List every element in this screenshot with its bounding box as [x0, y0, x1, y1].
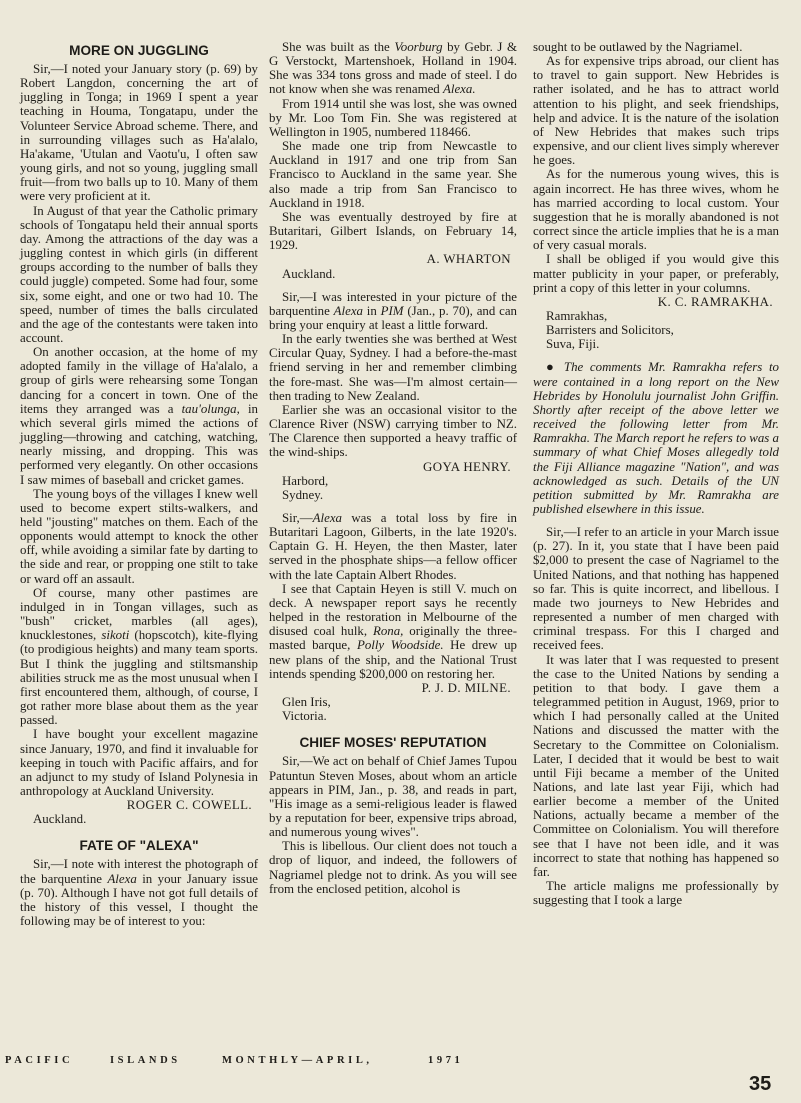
juggling-paragraph: Of course, many other pastimes are indulged in in Tongan villages, such as "bush" cricket, marbles (all ages), knucklestones, sikoti (hopscotch), kite-flying (to prodigious heights) and many team sports. But I think the juggling and stiltsmanship abilities struck me as the most unusual when I first encountered them, although, of course, I got rather more blase about them as the year passed.	[20, 585, 258, 728]
signature-place: Barristers and Solicitors,	[546, 323, 674, 338]
juggling-paragraph: In August of that year the Catholic primary schools of Tongatapu held their annual sports day. Among the attractions of the day was a juggling contest in which girls (in different groups according to the number of balls they could juggle) competed. Some had four, some six, some eight, and one or two had 10. The speed, number of times the balls circulated and the age of the contestants were taken into account.	[20, 203, 258, 345]
page-footer	[0, 1055, 801, 1075]
second-letter-paragraph: The article maligns me professionally by suggesting that I took a large	[533, 879, 779, 908]
alexa-paragraph: I see that Captain Heyen is still V. much on deck. A newspaper report says he recently helped in the restoration in Melbourne of the disused coal hulk, Rona, originally the three-masted barque, Polly Woodside. He drew up new plans of the ship, and the National Trust intends spending $200,000 on restoring her.	[269, 581, 518, 681]
signature-place: Sydney.	[282, 487, 324, 502]
juggling-paragraph: The young boys of the villages I knew well used to become expert stilts-walkers, and held "jousting" matches on them. Each of the opponents would attempt to knock the other off, while avoiding a similar fate by darting to the side and rear, or propping one stilt to take or ward off an assault.	[20, 486, 258, 586]
juggling-paragraph: On another occasion, at the home of my adopted family in the village of Ha'alalo, a group of girls were rehearsing some Tongan dancing for a concert in town. One of the items they arranged was a tau'olunga, in which several girls mimed the actions of juggling—throwing and catching, watching, nearly missing, and dropping. This was performed very elegantly. On other occasions I saw mimes of baseball and cricket games.	[20, 345, 259, 487]
column-3	[533, 40, 779, 907]
page-number: 35	[749, 1073, 772, 1095]
signature-place: Auckland.	[282, 266, 336, 281]
footer-publication: ISLANDS	[110, 1055, 181, 1066]
moses-paragraph: As for the numerous young wives, this is again incorrect. He has three wives, whom he has married according to local custom. Your suggestion that he is morally abandoned is not correct since the article implies that he is a man of very casual morals.	[533, 167, 779, 253]
moses-heading: CHIEF MOSES' REPUTATION	[299, 735, 487, 751]
alexa-paragraph: She made one trip from Newcastle to Auckland in 1917 and one trip from San Francisco to Auckland in the same year. She also made a trip from San Francisco to Auckland in 1918.	[269, 139, 517, 210]
footer-year: 1971	[428, 1055, 464, 1066]
juggling-paragraph: Sir,—I noted your January story (p. 69) by Robert Langdon, concerning the art of juggling in Tonga; in 1969 I spent a year teaching in Houma, Tongatapu, under the Volunteer Service Abroad scheme. There, and in surrounding villages such as Ha'alalo, Ha'akame, 'Utulan and Vaotu'u, I often saw young girls, and not so young, juggling small fruit—from two balls up to 10. Many of them were very proficient at it.	[20, 62, 258, 204]
moses-paragraph: sought to be outlawed by the Nagriamel.	[533, 40, 743, 54]
alexa-paragraph: Sir,—I note with interest the photograph of the barquentine Alexa in your January issue (p. 70). Although I have not got full details of the history of this vessel, I thought the following may be of interest to you:	[20, 857, 258, 929]
signature: P. J. D. MILNE.	[421, 680, 511, 695]
column-1	[20, 40, 258, 928]
signature: ROGER C. COWELL.	[126, 798, 252, 813]
second-letter-paragraph: Sir,—I refer to an article in your March issue (p. 27). In it, you state that I have been paid $2,000 to present the case of Nagriamel to the United Nations, and that nothing has happened so far. This is quite incorrect, and libellous. I made two journeys to New Hebrides and represented a number of men charged with criminal trespass. For this I charged and received fees.	[533, 525, 779, 653]
signature: GOYA HENRY.	[423, 459, 511, 474]
signature: K. C. RAMRAKHA.	[657, 294, 773, 309]
alexa-paragraph: Sir,—I was interested in your picture of the barquentine Alexa in PIM (Jan., p. 70), and can bring your enquiry at least a little forward.	[269, 289, 517, 332]
signature-place: Ramrakhas,	[546, 308, 608, 323]
second-letter-paragraph: It was later that I was requested to present the case to the United Nations by sending a petition to that body. I gave them a telegrammed petition in August, 1969, prior to which I had personally called at the United Nations and discussed the matter with the Secretary to the Committee on Colonialism. Later, I decided that it would be best to wait until Fiji became a member of the United Nations, and late last year Fiji, which had earlier become a member of the United Nations, actually became a member of the Committee on Colonialism. You will therefore see that I have not been idle, and it was incorrect to state that nothing has happened so far.	[533, 652, 779, 879]
alexa-paragraph: From 1914 until she was lost, she was owned by Mr. Loo Tom Fin. She was registered at Wellington in 1905, numbered 118466.	[269, 96, 517, 139]
signature: A. WHARTON	[426, 252, 511, 267]
alexa-paragraph: Earlier she was an occasional visitor to the Clarence River (NSW) carrying timber to NZ. The Clarence then supported a heavy traffic of the wind-ships.	[269, 402, 517, 460]
moses-paragraph: Sir,—We act on behalf of Chief James Tupou Patuntun Steven Moses, about whom an article appears in PIM, Jan., p. 38, and reads in part, "His image as a semi-religious leader is flawed by a reputation for beer, expensive trips abroad, and numerous young wives".	[269, 754, 517, 840]
alexa-paragraph: She was eventually destroyed by fire at Butaritari, Gilbert Islands, on February 14, 1929.	[269, 209, 517, 253]
signature-place: Suva, Fiji.	[546, 337, 600, 352]
alexa-paragraph: Sir,—Alexa was a total loss by fire in Butaritari Lagoon, Gilberts, in the late 1920's. Captain G. H. Heyen, the then Master, later served in the phosphate ships—a fellow officer with the late Captain Albert Rhodes.	[269, 511, 517, 582]
signature-place: Glen Iris,	[282, 695, 331, 710]
alexa-paragraph: In the early twenties she was berthed at West Circular Quay, Sydney. I had a before-the-mast friend serving in her and remember climbing the fore-mast. She was—I'm almost certain—then trading to New Zealand.	[269, 332, 517, 403]
footer-issue: MONTHLY—APRIL,	[222, 1055, 373, 1066]
bullet-icon: ●	[546, 360, 558, 375]
column-2	[269, 40, 517, 896]
alexa-paragraph: She was built as the Voorburg by Gebr. J & G Verstockt, Martenshoek, Holland in 1904. She was 334 tons gross and made of steel. I do not know when she was renamed Alexa.	[269, 40, 517, 97]
juggling-heading: MORE ON JUGGLING	[69, 43, 209, 58]
signature-place: Harbord,	[282, 473, 329, 488]
moses-paragraph: I shall be obliged if you would give this matter publicity in your paper, or preferably, print a copy of this letter in your columns.	[533, 252, 779, 295]
moses-paragraph: This is libellous. Our client does not touch a drop of liquor, and indeed, the followers of Nagriamel pledge not to drink. As you will see from the enclosed petition, alcohol is	[269, 839, 517, 896]
footer-publication: PACIFIC	[5, 1055, 74, 1066]
editor-note: ● The comments Mr. Ramrakha refers to were contained in a long report on the New Hebrides by Honolulu journalist John Griffin. Shortly after receipt of the above letter we received the following letter from Mr. Ramrakha. The March report he refers to was a summary of what Chief Moses allegedly told the Fiji Alliance magazine "Nation", and was acknowledged as such. Details of the UN petition submitted by Mr. Ramrakha are published elsewhere in this issue.	[533, 360, 779, 516]
signature-place: Victoria.	[282, 709, 327, 724]
moses-paragraph: As for expensive trips abroad, our client has to travel to gain support. New Hebrides is rather isolated, and he has to attract world attention to his plight, and seek friendships, help and advice. It is the nature of the isolation of New Hebrides that makes such trips expensive, and our client lives simply wherever he goes.	[533, 54, 779, 168]
alexa-heading: FATE OF "ALEXA"	[79, 838, 199, 854]
signature-place: Auckland.	[33, 812, 87, 827]
juggling-paragraph: I have bought your excellent magazine since January, 1970, and find it invaluable for keeping in touch with Pacific affairs, and for an adjunct to my study of Island Polynesia in anthropology at Auckland University.	[20, 727, 258, 798]
